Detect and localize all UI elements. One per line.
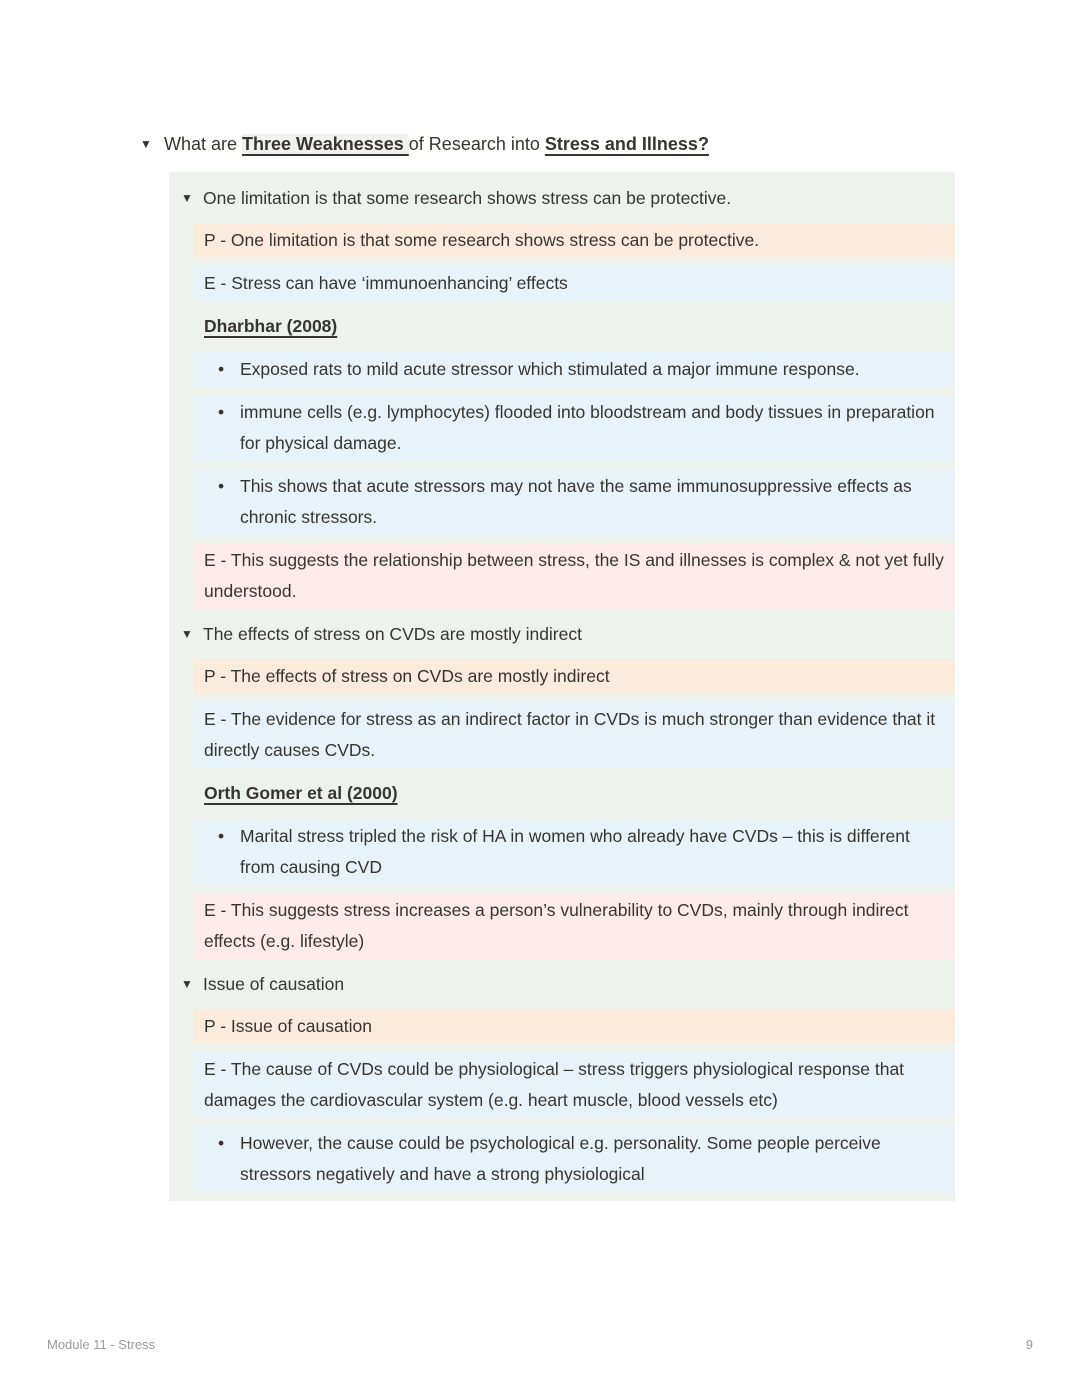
toggle-section xyxy=(169,181,955,609)
toggle-arrow-icon[interactable]: ▼ xyxy=(181,191,193,205)
section-toggle-row xyxy=(169,181,955,215)
point-block: P - One limitation is that some research shows stress can be protective. xyxy=(194,223,955,258)
bullet-item xyxy=(194,1126,955,1192)
toggle-children-container xyxy=(169,172,955,1201)
bullet-icon: • xyxy=(218,402,225,422)
bullet-text: However, the cause could be psychological e.g. personality. Some people perceive stressors negatively and have a strong physiological xyxy=(240,1133,881,1184)
bullet-icon: • xyxy=(218,1133,225,1153)
page-footer xyxy=(47,1337,1033,1352)
main-toggle-bold2: Stress and Illness? xyxy=(544,134,709,154)
evidence-block: E - Stress can have ‘immunoenhancing’ effects xyxy=(194,266,955,301)
bullet-text: This shows that acute stressors may not have the same immunosuppressive effects as chronic stressors. xyxy=(240,476,912,527)
footer-page-number: 9 xyxy=(1025,1337,1033,1352)
bullet-icon: • xyxy=(218,476,225,496)
section-toggle-label: The effects of stress on CVDs are mostly indirect xyxy=(203,624,582,644)
bullet-text: immune cells (e.g. lymphocytes) flooded into bloodstream and body tissues in preparation for physical damage. xyxy=(240,402,935,453)
section-toggle-label: One limitation is that some research shows stress can be protective. xyxy=(203,188,732,208)
main-toggle-bold1: Three Weaknesses xyxy=(242,134,409,154)
evaluation-block: E - This suggests the relationship between stress, the IS and illnesses is complex & not yet fully understood. xyxy=(194,543,955,609)
evidence-block: E - The cause of CVDs could be physiological – stress triggers physiological response that damages the cardiovascular system (e.g. heart muscle, blood vessels etc) xyxy=(194,1052,955,1118)
evidence-block: E - The evidence for stress as an indirect factor in CVDs is much stronger than evidence that it directly causes CVDs. xyxy=(194,702,955,768)
bullet-icon: • xyxy=(218,826,225,846)
toggle-arrow-icon[interactable]: ▼ xyxy=(140,137,152,151)
main-toggle-middle: of Research into xyxy=(408,134,545,154)
bullet-item xyxy=(194,395,955,461)
main-toggle-prefix: What are xyxy=(164,134,243,154)
bullet-item xyxy=(194,469,955,535)
toggle-section xyxy=(169,967,955,1192)
bullet-item xyxy=(194,819,955,885)
bullet-text: Marital stress tripled the risk of HA in women who already have CVDs – this is different from causing CVD xyxy=(240,826,910,877)
main-toggle-row xyxy=(140,130,1080,158)
toggle-arrow-icon[interactable]: ▼ xyxy=(181,627,193,641)
main-toggle-label xyxy=(164,130,709,158)
study-title: Dharbhar (2008) xyxy=(204,316,338,336)
section-toggle-row xyxy=(169,617,955,651)
footer-module-label: Module 11 - Stress xyxy=(47,1337,156,1352)
study-title: Orth Gomer et al (2000) xyxy=(204,783,398,803)
toggle-arrow-icon[interactable]: ▼ xyxy=(181,977,193,991)
section-toggle-row xyxy=(169,967,955,1001)
point-block: P - Issue of causation xyxy=(194,1009,955,1044)
bullet-text: Exposed rats to mild acute stressor which stimulated a major immune response. xyxy=(240,359,860,379)
bullet-item xyxy=(194,352,955,387)
section-toggle-label: Issue of causation xyxy=(203,974,345,994)
evaluation-block: E - This suggests stress increases a person’s vulnerability to CVDs, mainly through indirect effects (e.g. lifestyle) xyxy=(194,893,955,959)
bullet-icon: • xyxy=(218,359,225,379)
toggle-section xyxy=(169,617,955,959)
point-block: P - The effects of stress on CVDs are mostly indirect xyxy=(194,659,955,694)
